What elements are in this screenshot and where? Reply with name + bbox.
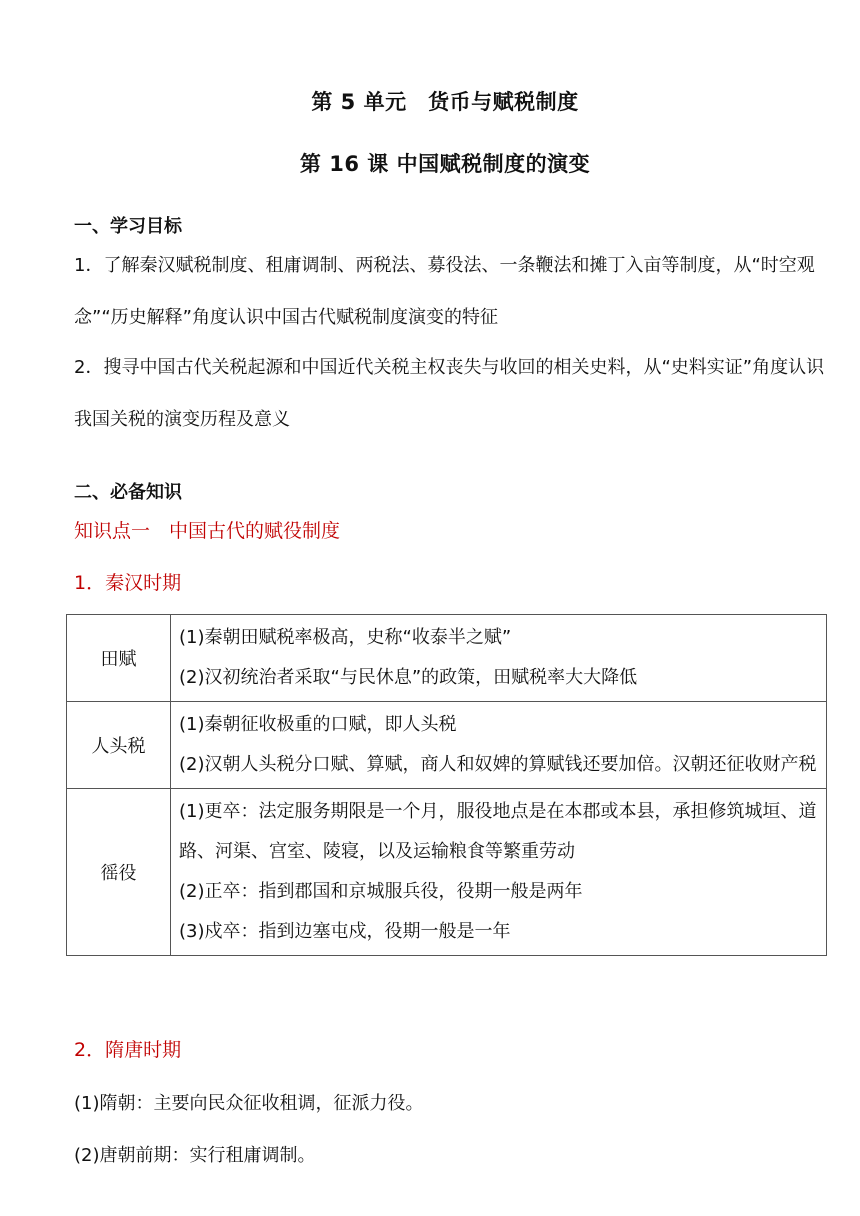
sui-tang-item-1: (1)隋朝：主要向民众征收租调，征派力役。	[74, 1093, 424, 1114]
table-row-label: 徭役	[67, 789, 171, 956]
sui-tang-item-2: (2)唐朝前期：实行租庸调制。	[74, 1145, 316, 1166]
table-row-content	[171, 702, 827, 789]
table-row-content	[171, 615, 827, 702]
table-line: (1)更卒：法定服务期限是一个月，服役地点是在本郡或本县，承担修筑城垣、道路、河渠、宫室、陵寝，以及运输粮食等繁重劳动	[179, 801, 817, 862]
table-line: (2)汉初统治者采取“与民休息”的政策，田赋税率大大降低	[179, 667, 638, 688]
section-heading-knowledge: 二、必备知识	[74, 482, 182, 503]
table-row	[67, 702, 827, 789]
table-row-content	[171, 789, 827, 956]
qin-han-table	[66, 614, 827, 956]
table-line: (3)戍卒：指到边塞屯戍，役期一般是一年	[179, 921, 511, 942]
knowledge-point-title: 知识点一 中国古代的赋役制度	[74, 520, 341, 542]
table-line: (1)秦朝田赋税率极高，史称“收泰半之赋”	[179, 627, 512, 648]
table-row-label: 田赋	[67, 615, 171, 702]
table-line: (2)汉朝人头税分口赋、算赋，商人和奴婢的算赋钱还要加倍。汉朝还征收财产税	[179, 754, 817, 775]
table-line: (2)正卒：指到郡国和京城服兵役，役期一般是两年	[179, 881, 583, 902]
table-row-label: 人头税	[67, 702, 171, 789]
goal-item-1: 1．了解秦汉赋税制度、租庸调制、两税法、募役法、一条鞭法和摊丁入亩等制度，从“时空观念”“历史解释”角度认识中国古代赋税制度演变的特征	[74, 255, 815, 328]
table-row	[67, 789, 827, 956]
section-heading-goals: 一、学习目标	[74, 216, 182, 237]
unit-title: 第 5 单元 货币与赋税制度	[311, 90, 579, 114]
period-title-sui-tang: 2．隋唐时期	[74, 1039, 182, 1061]
table-row	[67, 615, 827, 702]
goal-item-2: 2．搜寻中国古代关税起源和中国近代关税主权丧失与收回的相关史料，从“史料实证”角度认识我国关税的演变历程及意义	[74, 357, 825, 430]
table-line: (1)秦朝征收极重的口赋，即人头税	[179, 714, 457, 735]
lesson-title: 第 16 课 中国赋税制度的演变	[299, 152, 591, 176]
period-title-qin-han: 1．秦汉时期	[74, 572, 182, 594]
